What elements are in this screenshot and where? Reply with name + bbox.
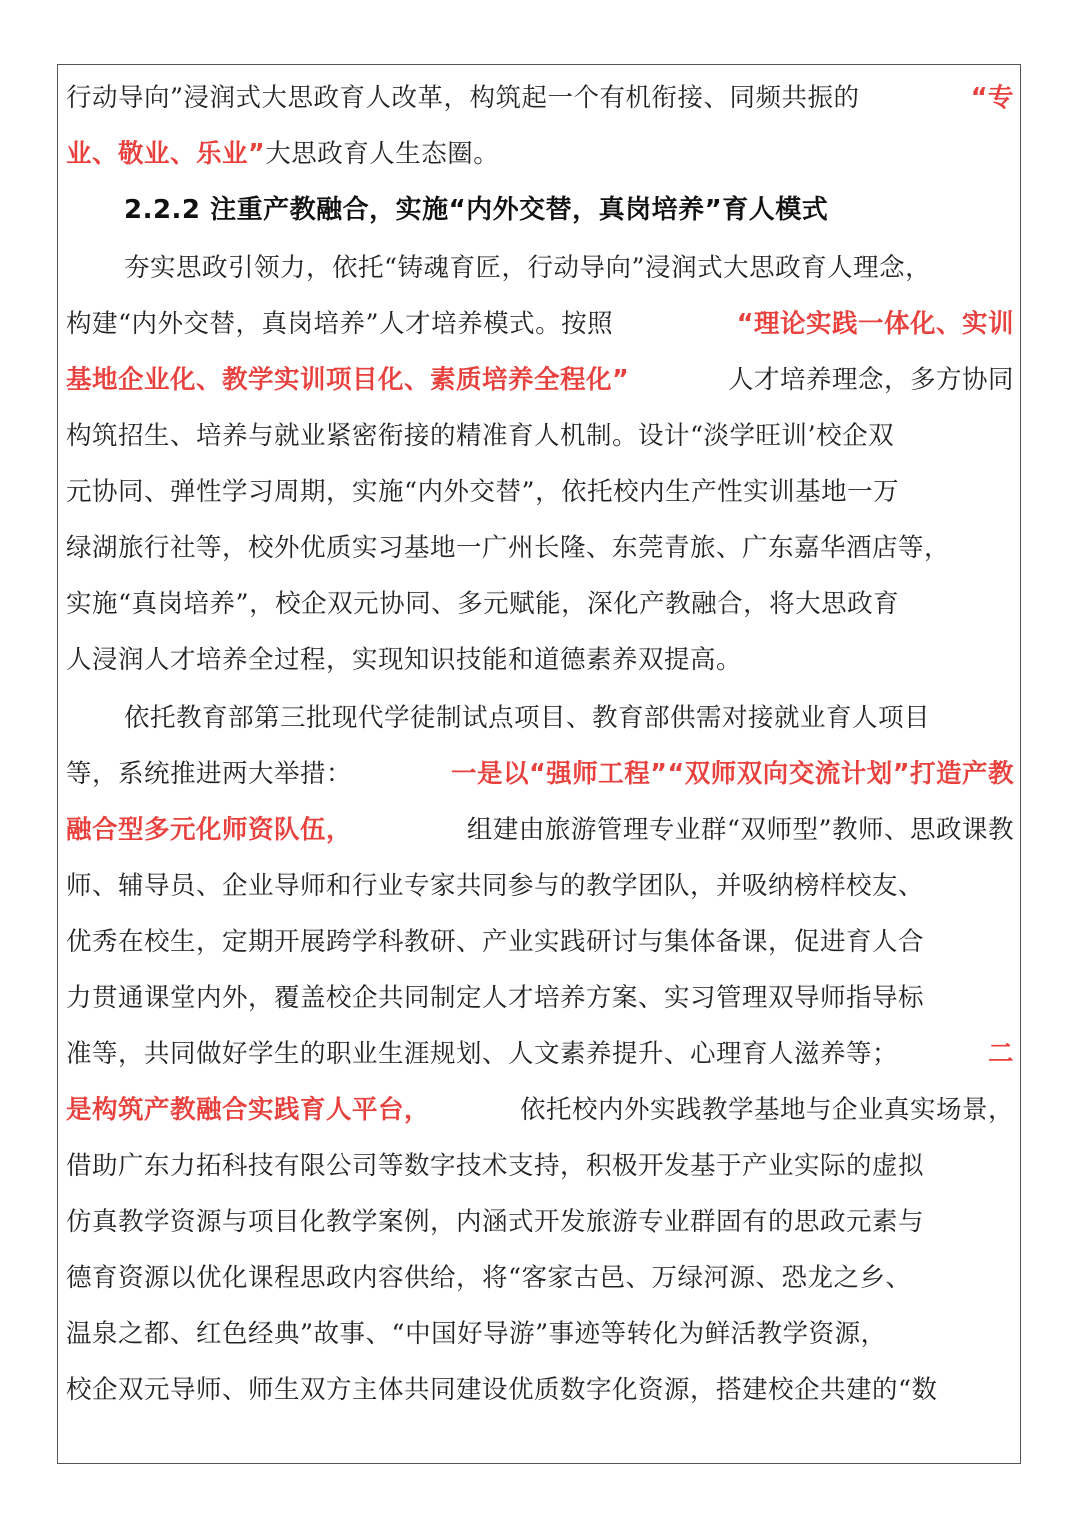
- highlight-text: 融合型多元化师资队伍，: [66, 815, 353, 845]
- text-line: 温泉之都、红色经典”故事、“中国好导游”事迹等转化为鲜活教学资源，: [66, 1319, 887, 1349]
- highlight-text: “专: [970, 83, 1014, 113]
- text-line: [66, 70, 1014, 126]
- highlight-text: 二: [987, 1039, 1014, 1069]
- text-run: 等，系统推进两大举措：: [66, 759, 353, 789]
- highlight-text: 业、敬业、乐业”: [66, 139, 266, 169]
- text-run: 人才培养理念，多方协同: [727, 365, 1014, 395]
- text-run: 依托校内外实践教学基地与企业真实场景，: [519, 1095, 1014, 1125]
- section-heading: 2.2.2 注重产教融合，实施“内外交替，真岗培养”育人模式: [124, 195, 829, 225]
- text-line: 夯实思政引领力，依托“铸魂育匠，行动导向”浸润式大思政育人理念，: [124, 253, 932, 283]
- text-line: 实施“真岗培养”，校企双元协同、多元赋能，深化产教融合，将大思政育: [66, 589, 900, 619]
- text-line: 优秀在校生，定期开展跨学科教研、产业实践研讨与集体备课，促进育人合: [66, 927, 925, 957]
- text-run: 组建由旅游管理专业群“双师型”教师、思政课教: [466, 815, 1014, 845]
- highlight-text: 一是以“强师工程”“双师双向交流计划”打造产教: [450, 759, 1014, 789]
- text-line: [66, 802, 1014, 858]
- text-line: 师、辅导员、企业导师和行业专家共同参与的教学团队，并吸纳榜样校友、: [66, 871, 925, 901]
- text-line: [66, 1026, 1014, 1082]
- text-line: [66, 126, 1014, 182]
- text-line: 构筑招生、培养与就业紧密衔接的精准育人机制。设计“淡学旺训’校企双: [66, 421, 895, 451]
- text-line: 绿湖旅行社等，校外优质实习基地一广州长隆、东莞青旅、广东嘉华酒店等，: [66, 533, 951, 563]
- text-line: 借助广东力拓科技有限公司等数字技术支持，积极开发基于产业实际的虚拟: [66, 1151, 925, 1181]
- text-line: [66, 352, 1014, 408]
- highlight-text: “理论实践一体化、实训: [736, 309, 1014, 339]
- highlight-text: 基地企业化、教学实训项目化、素质培养全程化”: [66, 365, 630, 395]
- text-line: [66, 1082, 1014, 1138]
- text-run: 构建“内外交替，真岗培养”人才培养模式。按照: [66, 309, 614, 339]
- text-line: 德育资源以优化课程思政内容供给，将“客家古邑、万绿河源、恐龙之乡、: [66, 1263, 912, 1293]
- text-line: [66, 296, 1014, 352]
- highlight-text: 是构筑产教融合实践育人平台，: [66, 1095, 431, 1125]
- text-line: 仿真教学资源与项目化教学案例，内涵式开发旅游专业群固有的思政元素与: [66, 1207, 925, 1237]
- text-run: 大思政育人生态圈。: [265, 139, 500, 169]
- text-line: [66, 746, 1014, 802]
- text-line: 元协同、弹性学习周期，实施“内外交替”，依托校内生产性实训基地一万: [66, 477, 900, 507]
- text-run: 准等，共同做好学生的职业生涯规划、人文素养提升、心理育人滋养等；: [66, 1039, 899, 1069]
- text-run: 行动导向”浸润式大思政育人改革，构筑起一个有机衔接、同频共振的: [66, 83, 860, 113]
- text-line: 校企双元导师、师生双方主体共同建设优质数字化资源，搭建校企共建的“数: [66, 1375, 938, 1405]
- text-line: 人浸润人才培养全过程，实现知识技能和道德素养双提高。: [66, 645, 743, 675]
- text-line: 依托教育部第三批现代学徒制试点项目、教育部供需对接就业育人项目: [124, 703, 931, 733]
- text-line: 力贯通课堂内外，覆盖校企共同制定人才培养方案、实习管理双导师指导标: [66, 983, 925, 1013]
